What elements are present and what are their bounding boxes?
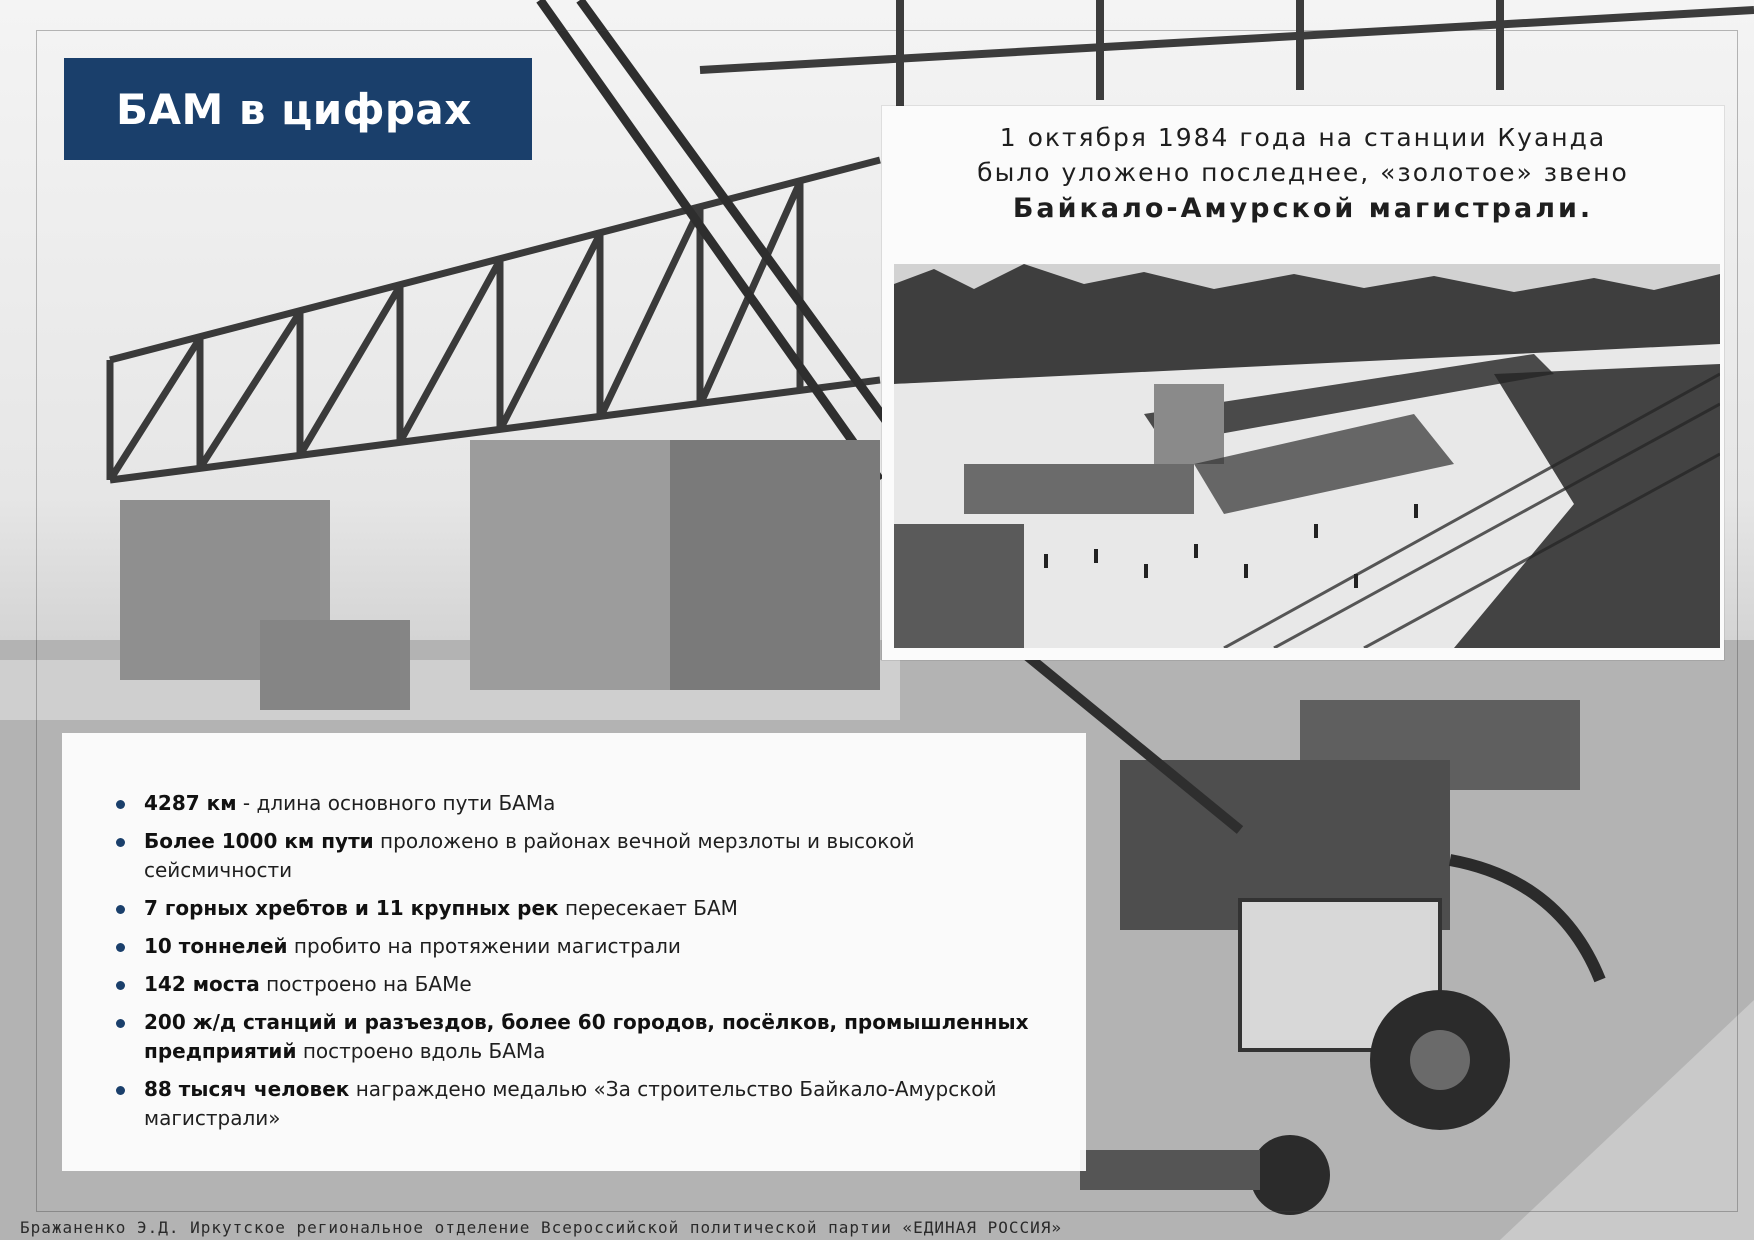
caption-line-1: 1 октября 1984 года на станции Куанда bbox=[999, 123, 1607, 152]
fact-text: пересекает БАМ bbox=[558, 896, 738, 920]
fact-text: награждено медалью «За строительство Байкало-Амурской магистрали» bbox=[144, 1077, 997, 1130]
historical-photo-card bbox=[882, 106, 1724, 660]
fact-highlight: 200 ж/д станций и разъездов, более 60 городов, посёлков, промышленных предприятий bbox=[144, 1010, 1029, 1063]
fact-highlight: 142 моста bbox=[144, 972, 260, 996]
fact-highlight: 10 тоннелей bbox=[144, 934, 288, 958]
kuanda-station-photo bbox=[894, 264, 1720, 648]
fact-text: построено вдоль БАМа bbox=[296, 1039, 546, 1063]
fact-highlight: Более 1000 км пути bbox=[144, 829, 374, 853]
photo-caption bbox=[882, 120, 1724, 228]
station-ceremony-illustration bbox=[894, 264, 1720, 648]
fact-item bbox=[114, 894, 1046, 923]
fact-item bbox=[114, 932, 1046, 961]
caption-bold-line: Байкало-Амурской магистрали. bbox=[1012, 193, 1594, 224]
fact-text: - длина основного пути БАМа bbox=[236, 791, 556, 815]
page-title: БАМ в цифрах bbox=[116, 84, 472, 134]
caption-line-2: было уложено последнее, «золотое» звено bbox=[977, 158, 1629, 187]
fact-item bbox=[114, 970, 1046, 999]
fact-item bbox=[114, 1008, 1046, 1066]
fact-item bbox=[114, 1075, 1046, 1133]
fact-highlight: 88 тысяч человек bbox=[144, 1077, 350, 1101]
fact-highlight: 4287 км bbox=[144, 791, 237, 815]
fact-item bbox=[114, 827, 1046, 885]
fact-text: проложено в районах вечной мерзлоты и высокой сейсмичности bbox=[144, 829, 915, 882]
title-banner bbox=[64, 58, 532, 160]
fact-text: пробито на протяжении магистрали bbox=[287, 934, 681, 958]
fact-text: построено на БАМе bbox=[259, 972, 472, 996]
facts-list bbox=[62, 733, 1086, 1133]
fact-highlight: 7 горных хребтов и 11 крупных рек bbox=[144, 896, 559, 920]
author-credit: Бражаненко Э.Д. Иркутское региональное отделение Всероссийской политической партии «ЕДИНАЯ РОССИЯ» bbox=[20, 1218, 1063, 1237]
facts-panel bbox=[62, 733, 1086, 1171]
fact-item bbox=[114, 789, 1046, 818]
